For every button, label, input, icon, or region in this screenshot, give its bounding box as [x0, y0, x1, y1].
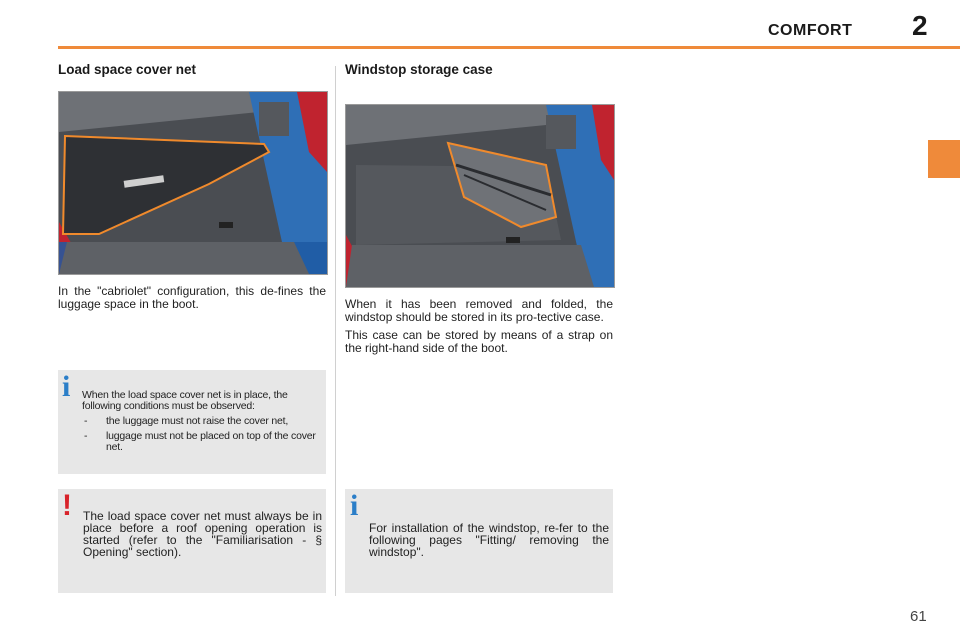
page-number: 61 — [910, 608, 927, 625]
body-text-windstop — [345, 298, 613, 360]
paragraph: In the "cabriolet" configuration, this de-fines the luggage space in the boot. — [58, 284, 326, 311]
list-item — [82, 416, 322, 427]
chapter-number: 2 — [912, 10, 928, 41]
info-text-windstop: For installation of the windstop, re-fer to the following pages "Fitting/ removing the windstop". — [369, 521, 609, 559]
info-intro: When the load space cover net is in place, the following conditions must be observed: — [82, 389, 288, 412]
chapter-tab — [928, 140, 960, 178]
section-title-windstop-storage-case: Windstop storage case — [345, 62, 493, 77]
warning-box-load-space — [58, 489, 326, 593]
paragraph: When it has been removed and folded, the windstop should be stored in its pro-tective case. — [345, 297, 613, 324]
info-box-windstop — [345, 489, 613, 593]
section-title-load-space-cover-net: Load space cover net — [58, 62, 197, 77]
bullet-dash: - — [84, 415, 88, 427]
photo-windstop-storage-case — [345, 104, 615, 288]
info-note — [82, 390, 322, 457]
photo-load-space-cover-net — [58, 91, 328, 275]
chapter-title: COMFORT — [768, 22, 853, 39]
paragraph: This case can be stored by means of a strap on the right-hand side of the boot. — [345, 328, 613, 355]
body-text-load-space — [58, 285, 326, 316]
info-box-load-space — [58, 370, 326, 474]
warning-text: The load space cover net must always be in place before a roof opening operation is started (refer to the "Familiarisation - § Opening" section). — [83, 509, 322, 559]
bullet-dash: - — [84, 430, 88, 442]
column-divider — [335, 66, 336, 596]
warning-icon: ! — [62, 489, 72, 522]
header-rule — [58, 46, 960, 49]
info-icon: i — [350, 489, 359, 522]
list-item — [82, 431, 322, 453]
list-item-text: luggage must not be placed on top of the cover net. — [106, 430, 316, 453]
info-icon: i — [62, 370, 71, 403]
info-list — [82, 416, 322, 453]
list-item-text: the luggage must not raise the cover net, — [106, 415, 289, 427]
